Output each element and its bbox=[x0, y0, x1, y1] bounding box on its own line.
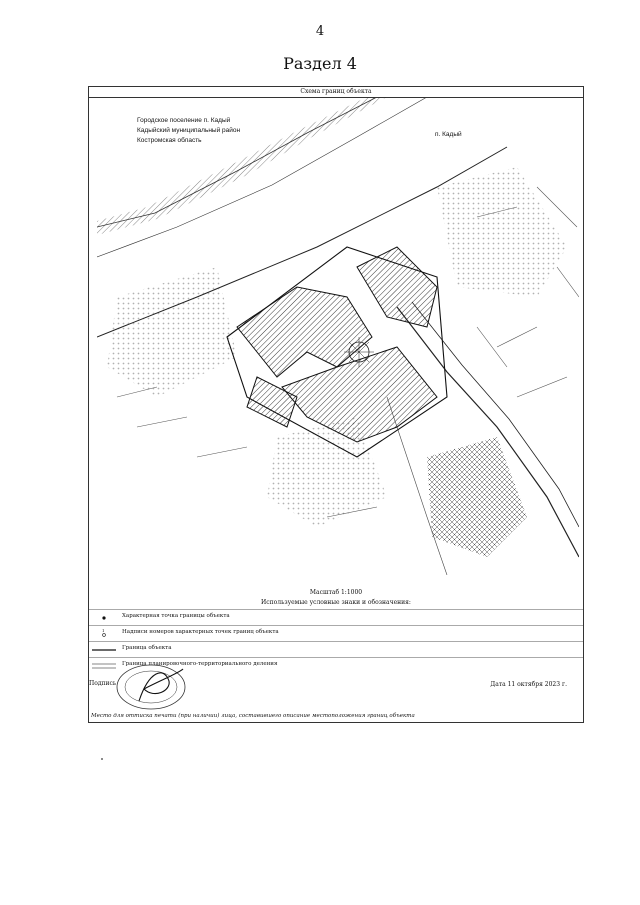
legend-item-point-label: 1 Надписи номеров характерных точек границ объекта bbox=[89, 625, 583, 642]
map-label-region: Костромская область bbox=[137, 137, 202, 144]
signature-label: Подпись bbox=[89, 680, 117, 687]
boundary-symbol-icon bbox=[91, 644, 117, 656]
legend-heading: Используемые условные знаки и обозначения: bbox=[261, 599, 411, 606]
scheme-title: Схема границ объекта bbox=[89, 87, 583, 98]
scheme-frame bbox=[88, 86, 584, 723]
map-label-settlement: Городское поселение п. Кадый bbox=[137, 117, 231, 124]
legend-item-zone-boundary: Граница планировочного-территориального деления bbox=[89, 657, 583, 674]
scale-text: Масштаб 1:1000 bbox=[309, 589, 363, 596]
point-label-symbol-icon bbox=[91, 628, 117, 640]
map-label-locality: п. Кадый bbox=[435, 131, 462, 138]
date-text: Дата 11 октября 2023 г. bbox=[490, 681, 567, 688]
legend-item-boundary: Граница объекта bbox=[89, 641, 583, 658]
scan-speck bbox=[101, 758, 103, 760]
legend-item-point: Характерная точка границы объекта bbox=[89, 609, 583, 626]
map-label-district: Кадыйский муниципальный район bbox=[137, 127, 241, 134]
footnote: Место для оттиска печати (при наличии) лица, составившего описание местоположения границ объекта bbox=[91, 713, 415, 719]
section-title: Раздел 4 bbox=[283, 54, 357, 73]
seal-stamp-icon bbox=[109, 661, 189, 711]
point-symbol-icon bbox=[91, 612, 117, 624]
svg-text:1: 1 bbox=[102, 628, 105, 633]
page-number: 4 bbox=[315, 24, 325, 39]
